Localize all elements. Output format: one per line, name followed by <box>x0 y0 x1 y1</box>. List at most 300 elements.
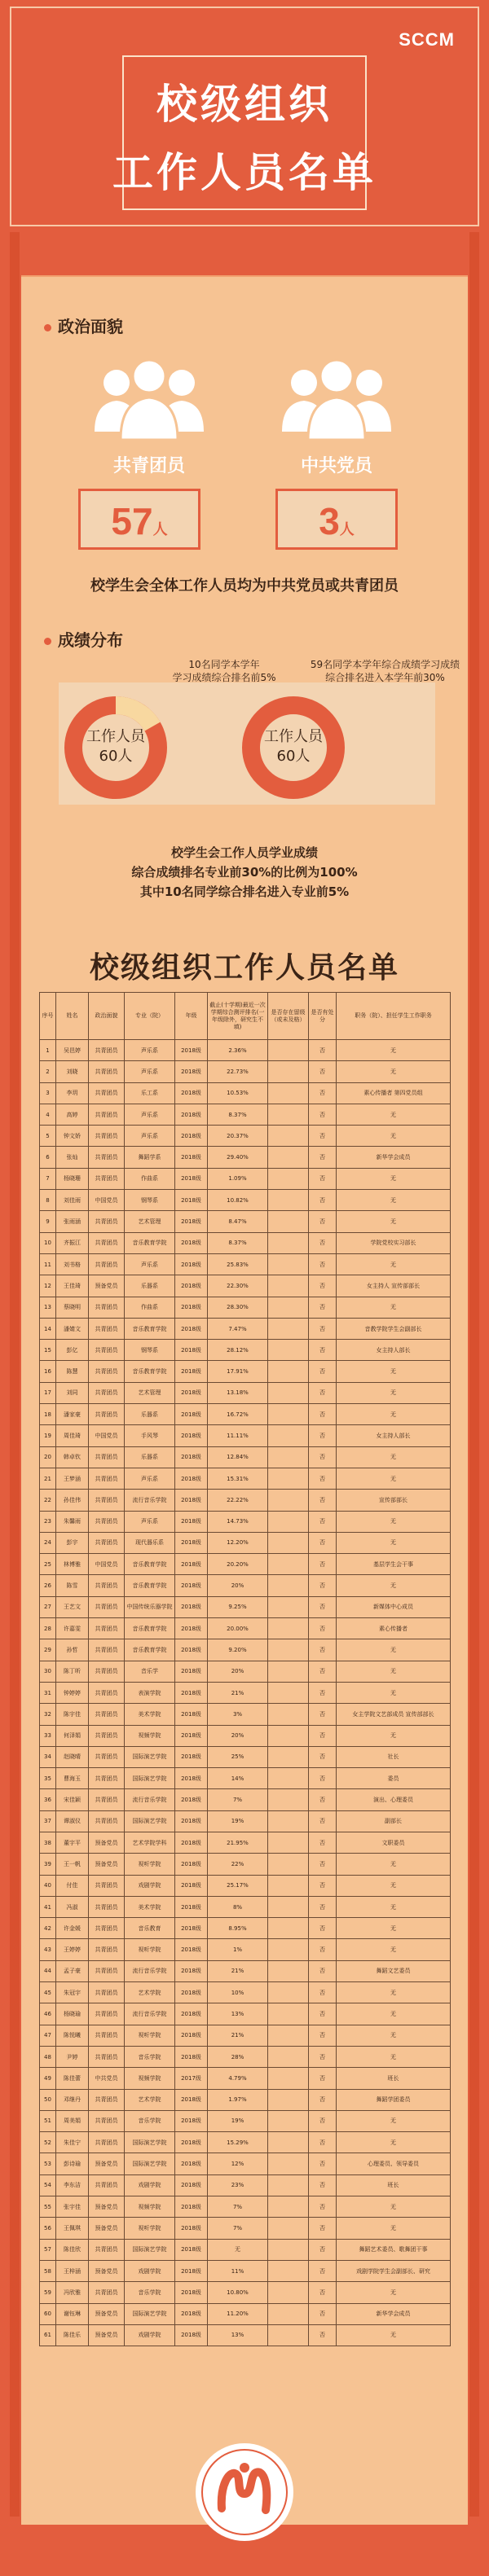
table-cell: 艺术学院 <box>125 1982 175 2003</box>
table-cell: 预备党员 <box>89 2196 125 2218</box>
table-cell: 无 <box>337 1468 451 1489</box>
table-cell <box>268 1854 309 1875</box>
table-cell: 国际演艺学院 <box>125 2132 175 2153</box>
table-cell: 尹婷 <box>56 2046 89 2067</box>
table-cell: 共青团员 <box>89 1297 125 1318</box>
table-cell: 无 <box>337 1725 451 1746</box>
table-cell: 2018级 <box>175 1297 208 1318</box>
roster-header-cell: 是否有处分 <box>309 993 337 1040</box>
table-cell <box>268 2218 309 2239</box>
table-row <box>40 2218 451 2239</box>
table-cell: 否 <box>309 2068 337 2089</box>
table-cell: 28% <box>208 2046 268 2067</box>
page-title-line1: 校级组织 <box>156 81 333 128</box>
table-cell: 2018级 <box>175 2196 208 2218</box>
donut-left-label: 工作人员 60人 <box>86 728 145 765</box>
table-cell: 2018级 <box>175 1810 208 1832</box>
table-cell: 2018级 <box>175 2324 208 2346</box>
table-cell: 否 <box>309 1639 337 1661</box>
table-cell: 宋佳颖 <box>56 1789 89 1810</box>
table-cell: 文职委员 <box>337 1832 451 1853</box>
table-cell: 否 <box>309 1190 337 1211</box>
table-cell: 20% <box>208 1661 268 1682</box>
table-cell: 44 <box>40 1960 56 1981</box>
table-cell: 2018级 <box>175 2046 208 2067</box>
table-cell: 7.47% <box>208 1318 268 1339</box>
table-cell: 共青团员 <box>89 1768 125 1789</box>
table-cell: 无 <box>337 2282 451 2303</box>
table-cell: 中国党员 <box>89 1425 125 1446</box>
table-row <box>40 1425 451 1446</box>
table-row <box>40 2003 451 2025</box>
table-cell <box>268 1340 309 1361</box>
youth-count-box <box>78 489 200 550</box>
table-cell: 共青团员 <box>89 1340 125 1361</box>
table-cell <box>268 1682 309 1703</box>
table-row <box>40 1960 451 1981</box>
table-cell <box>268 1297 309 1318</box>
table-cell: 22.22% <box>208 1490 268 1511</box>
table-row <box>40 1746 451 1767</box>
table-cell: 15.29% <box>208 2132 268 2153</box>
table-cell: 否 <box>309 1511 337 1532</box>
table-cell: 2018级 <box>175 1661 208 1682</box>
table-cell: 共青团员 <box>89 1361 125 1382</box>
table-cell: 否 <box>309 1040 337 1061</box>
table-cell: 无 <box>337 1575 451 1596</box>
table-cell: 否 <box>309 1490 337 1511</box>
table-cell: 15.31% <box>208 1468 268 1489</box>
table-cell: 2018级 <box>175 1253 208 1275</box>
table-cell: 10 <box>40 1232 56 1253</box>
table-cell <box>268 1126 309 1147</box>
table-cell: 共青团员 <box>89 2089 125 2110</box>
table-cell: 2018级 <box>175 1104 208 1125</box>
table-cell <box>268 1232 309 1253</box>
table-cell: 2018级 <box>175 1082 208 1104</box>
table-cell: 否 <box>309 2282 337 2303</box>
table-cell: 共青团员 <box>89 1896 125 1917</box>
table-cell: 17.91% <box>208 1361 268 1382</box>
table-cell: 无 <box>337 1190 451 1211</box>
table-cell <box>268 1211 309 1232</box>
table-cell: 宣传部部长 <box>337 1490 451 1511</box>
table-cell: 舞蹈学系 <box>125 1147 175 1168</box>
table-cell: 共青团员 <box>89 1532 125 1553</box>
table-row <box>40 1232 451 1253</box>
party-count-box <box>275 489 398 550</box>
table-cell: 无 <box>337 2110 451 2131</box>
table-row <box>40 1361 451 1382</box>
table-cell: 否 <box>309 2303 337 2324</box>
table-cell: 否 <box>309 2046 337 2067</box>
table-cell: 曹海玉 <box>56 1768 89 1789</box>
table-cell: 潘家豪 <box>56 1404 89 1425</box>
table-cell: 2018级 <box>175 1854 208 1875</box>
table-cell: 2018级 <box>175 1468 208 1489</box>
table-cell: 刘书格 <box>56 1253 89 1275</box>
table-cell: 声乐系 <box>125 1104 175 1125</box>
table-cell: 无 <box>337 2132 451 2153</box>
table-row <box>40 1875 451 1896</box>
table-row <box>40 1618 451 1639</box>
table-cell: 10.53% <box>208 1082 268 1104</box>
table-cell: 20 <box>40 1446 56 1468</box>
table-cell: 2018级 <box>175 1746 208 1767</box>
table-cell: 19 <box>40 1425 56 1446</box>
table-cell <box>268 2282 309 2303</box>
table-cell: 舞蹈艺术委员、歌舞团干事 <box>337 2239 451 2260</box>
table-cell: 否 <box>309 1682 337 1703</box>
table-cell: 否 <box>309 2153 337 2174</box>
table-cell: 10.80% <box>208 2282 268 2303</box>
table-cell: 共青团员 <box>89 2239 125 2260</box>
table-cell: 陈丁昕 <box>56 1661 89 1682</box>
table-cell: 2018级 <box>175 1318 208 1339</box>
table-cell: 23 <box>40 1511 56 1532</box>
table-cell: 潘婧文 <box>56 1318 89 1339</box>
table-cell: 否 <box>309 2174 337 2196</box>
right-strip <box>469 232 479 2517</box>
table-cell: 42 <box>40 1918 56 1939</box>
table-cell: 35 <box>40 1768 56 1789</box>
table-cell: 流行音乐学院 <box>125 2003 175 2025</box>
table-cell: 共青团员 <box>89 1661 125 1682</box>
table-cell: 王佩琪 <box>56 2218 89 2239</box>
table-cell: 25.17% <box>208 1875 268 1896</box>
table-row <box>40 2282 451 2303</box>
table-cell <box>268 1468 309 1489</box>
table-cell: 21 <box>40 1468 56 1489</box>
table-cell: 55 <box>40 2196 56 2218</box>
table-cell: 否 <box>309 1982 337 2003</box>
table-cell: 乐器系 <box>125 1404 175 1425</box>
table-cell: 1% <box>208 1939 268 1960</box>
table-cell: 国际演艺学院 <box>125 2303 175 2324</box>
table-cell: 流行音乐学院 <box>125 1490 175 1511</box>
table-row <box>40 1318 451 1339</box>
roster-header-cell: 姓名 <box>56 993 89 1040</box>
table-row <box>40 1854 451 1875</box>
table-row <box>40 1511 451 1532</box>
table-cell: 音教学院学生会副部长 <box>337 1318 451 1339</box>
table-cell: 舞蹈文艺委员 <box>337 1960 451 1981</box>
table-cell: 张雨涵 <box>56 1211 89 1232</box>
table-cell <box>268 1253 309 1275</box>
table-cell: 否 <box>309 1896 337 1917</box>
table-cell <box>268 1490 309 1511</box>
table-cell: 音乐学院 <box>125 2046 175 2067</box>
table-cell: 2018级 <box>175 1704 208 1725</box>
table-cell: 2018级 <box>175 1361 208 1382</box>
table-cell: 共青团员 <box>89 1404 125 1425</box>
table-cell: 2018级 <box>175 1725 208 1746</box>
table-cell: 共青团员 <box>89 2110 125 2131</box>
table-cell: 何泽娟 <box>56 1725 89 1746</box>
table-cell: 班长 <box>337 2174 451 2196</box>
table-cell <box>268 1425 309 1446</box>
table-cell: 53 <box>40 2153 56 2174</box>
table-cell: 59 <box>40 2282 56 2303</box>
table-cell: 共青团员 <box>89 1468 125 1489</box>
table-cell: 美术学院 <box>125 1704 175 1725</box>
table-cell: 25% <box>208 1746 268 1767</box>
table-row <box>40 1639 451 1661</box>
table-cell: 否 <box>309 1404 337 1425</box>
table-cell: 共青团员 <box>89 1875 125 1896</box>
table-cell: 王佳琦 <box>56 1275 89 1297</box>
table-cell: 2018级 <box>175 1168 208 1189</box>
table-cell: 无 <box>337 1639 451 1661</box>
table-cell <box>268 1875 309 1896</box>
table-cell: 新媒体中心成员 <box>337 1596 451 1617</box>
table-cell: 共青团员 <box>89 1725 125 1746</box>
table-cell: 中共党员 <box>89 2068 125 2089</box>
table-cell: 共青团员 <box>89 1232 125 1253</box>
table-row <box>40 1275 451 1297</box>
table-cell: 音乐教育学院 <box>125 1232 175 1253</box>
table-cell: 2018级 <box>175 1982 208 2003</box>
politics-summary: 校学生会全体工作人员均为中共党员或共青团员 <box>90 577 399 595</box>
table-cell: 否 <box>309 1768 337 1789</box>
table-cell: 否 <box>309 1425 337 1446</box>
table-cell: 无 <box>337 1854 451 1875</box>
table-cell: 2018级 <box>175 2174 208 2196</box>
table-cell: 预备党员 <box>89 2218 125 2239</box>
table-cell: 否 <box>309 1575 337 1596</box>
table-cell: 否 <box>309 1168 337 1189</box>
table-cell: 12.84% <box>208 1446 268 1468</box>
table-cell: 预备党员 <box>89 1275 125 1297</box>
table-cell <box>268 1511 309 1532</box>
table-cell: 无 <box>337 1918 451 1939</box>
table-cell: 共青团员 <box>89 1511 125 1532</box>
table-cell: 11.20% <box>208 2303 268 2324</box>
table-cell: 女主持人部长 <box>337 1340 451 1361</box>
table-row <box>40 1490 451 1511</box>
table-cell: 高婷 <box>56 1104 89 1125</box>
table-cell: 20.20% <box>208 1554 268 1575</box>
table-row <box>40 2196 451 2218</box>
table-cell: 1.09% <box>208 1168 268 1189</box>
table-cell <box>268 1768 309 1789</box>
table-cell: 2018级 <box>175 1211 208 1232</box>
table-cell: 50 <box>40 2089 56 2110</box>
table-cell: 陈雪 <box>56 1575 89 1596</box>
table-cell: 否 <box>309 1061 337 1082</box>
table-cell: 中国党员 <box>89 1190 125 1211</box>
grades-summary-3: 其中10名同学综合排名进入专业前5% <box>139 884 350 899</box>
table-cell: 共青团员 <box>89 2003 125 2025</box>
table-cell: 预备党员 <box>89 2324 125 2346</box>
table-cell: 无 <box>337 1211 451 1232</box>
table-cell <box>268 1661 309 1682</box>
table-cell: 否 <box>309 1082 337 1104</box>
table-cell: 4 <box>40 1104 56 1125</box>
table-cell: 无 <box>337 1126 451 1147</box>
table-cell: 32 <box>40 1704 56 1725</box>
table-cell: 共青团员 <box>89 1446 125 1468</box>
youth-unit: 人 <box>152 521 168 538</box>
table-cell: 共青团员 <box>89 2046 125 2067</box>
table-row <box>40 1661 451 1682</box>
table-cell: 国际演艺学院 <box>125 2239 175 2260</box>
table-cell: 14 <box>40 1318 56 1339</box>
table-cell: 共青团员 <box>89 1960 125 1981</box>
table-cell <box>268 1896 309 1917</box>
table-row <box>40 1404 451 1425</box>
table-cell <box>268 1810 309 1832</box>
table-cell: 国际演艺学院 <box>125 1768 175 1789</box>
table-cell: 素心传播者 第四党员组 <box>337 1082 451 1104</box>
table-cell: 冯欣雅 <box>56 2282 89 2303</box>
table-cell: 1.97% <box>208 2089 268 2110</box>
table-cell: 23% <box>208 2174 268 2196</box>
table-cell <box>268 1639 309 1661</box>
table-cell: 委员 <box>337 1768 451 1789</box>
table-cell: 30 <box>40 1661 56 1682</box>
table-cell: 3 <box>40 1082 56 1104</box>
table-cell: 2018级 <box>175 1596 208 1617</box>
table-cell: 14% <box>208 1768 268 1789</box>
youth-count: 57 <box>111 500 153 542</box>
table-cell: 预备党员 <box>89 2303 125 2324</box>
table-cell: 演出、心理委员 <box>337 1789 451 1810</box>
table-cell: 2018级 <box>175 2282 208 2303</box>
table-cell: 声乐系 <box>125 1511 175 1532</box>
table-cell: 否 <box>309 1618 337 1639</box>
table-cell: 国际演艺学院 <box>125 2153 175 2174</box>
roster-table <box>39 992 451 2346</box>
table-row <box>40 1682 451 1703</box>
table-row <box>40 2046 451 2067</box>
table-cell: 艺术管理 <box>125 1382 175 1403</box>
table-cell: 4.79% <box>208 2068 268 2089</box>
page-title-line2: 工作人员名单 <box>112 149 377 196</box>
table-cell: 戏剧学院 <box>125 1875 175 1896</box>
table-cell <box>268 1596 309 1617</box>
table-cell: 艺术学院学科 <box>125 1832 175 1853</box>
table-cell: 陈佳蕾 <box>56 2068 89 2089</box>
table-cell: 29 <box>40 1639 56 1661</box>
bullet-icon <box>44 324 51 331</box>
school-seal-logo <box>187 2435 302 2549</box>
table-cell: 预备党员 <box>89 2260 125 2281</box>
people-icon <box>88 358 210 448</box>
table-cell: 音乐教育学院 <box>125 1318 175 1339</box>
table-cell: 视频学院 <box>125 1725 175 1746</box>
table-cell: 否 <box>309 1554 337 1575</box>
table-cell: 20% <box>208 1575 268 1596</box>
table-row <box>40 2260 451 2281</box>
table-cell: 音乐学院 <box>125 2282 175 2303</box>
table-cell: 音乐教育 <box>125 1918 175 1939</box>
table-cell: 11.11% <box>208 1425 268 1446</box>
table-cell: 2018级 <box>175 1639 208 1661</box>
table-cell: 8.47% <box>208 1211 268 1232</box>
table-cell: 2018级 <box>175 1425 208 1446</box>
table-cell: 11 <box>40 1253 56 1275</box>
table-cell: 无 <box>337 2046 451 2067</box>
table-cell: 共青团员 <box>89 1939 125 1960</box>
table-cell: 音乐学 <box>125 1661 175 1682</box>
table-cell: 学院党校实习部长 <box>337 1232 451 1253</box>
table-cell: 蔡晓明 <box>56 1297 89 1318</box>
table-cell: 40 <box>40 1875 56 1896</box>
table-cell <box>268 2003 309 2025</box>
table-cell: 美术学院 <box>125 1896 175 1917</box>
table-cell <box>268 2196 309 2218</box>
table-cell: 视频学院 <box>125 2068 175 2089</box>
table-cell: 舞蹈学团委员 <box>337 2089 451 2110</box>
table-cell: 共青团员 <box>89 1040 125 1061</box>
table-row <box>40 1340 451 1361</box>
table-cell: 57 <box>40 2239 56 2260</box>
table-cell: 10% <box>208 1982 268 2003</box>
table-cell: 共青团员 <box>89 1918 125 1939</box>
table-cell: 2.36% <box>208 1040 268 1061</box>
table-cell: 陈慧 <box>56 1361 89 1382</box>
table-cell <box>268 1704 309 1725</box>
table-cell: 戏剧学院学生会副部长、研究 <box>337 2260 451 2281</box>
table-cell: 22% <box>208 1854 268 1875</box>
table-row <box>40 1061 451 1082</box>
table-cell: 否 <box>309 1468 337 1489</box>
table-cell: 女主持人部长 <box>337 1425 451 1446</box>
table-cell: 无 <box>337 2196 451 2218</box>
table-cell: 周美娟 <box>56 2110 89 2131</box>
table-cell: 彭亿 <box>56 1340 89 1361</box>
table-cell: 否 <box>309 1661 337 1682</box>
table-cell: 19% <box>208 1810 268 1832</box>
table-cell <box>268 1147 309 1168</box>
table-row <box>40 1596 451 1617</box>
brand-label: SCCM <box>392 29 461 50</box>
table-cell: 8.95% <box>208 1918 268 1939</box>
table-cell: 否 <box>309 1361 337 1382</box>
table-row <box>40 2324 451 2346</box>
table-cell: 58 <box>40 2260 56 2281</box>
table-row <box>40 1704 451 1725</box>
table-cell: 9.20% <box>208 1639 268 1661</box>
table-cell: 7% <box>208 2218 268 2239</box>
table-cell <box>268 2068 309 2089</box>
table-cell: 音乐学院 <box>125 2110 175 2131</box>
table-cell: 否 <box>309 1340 337 1361</box>
table-cell <box>268 2132 309 2153</box>
table-cell: 21.95% <box>208 1832 268 1853</box>
table-cell: 13.18% <box>208 1382 268 1403</box>
table-cell: 否 <box>309 2025 337 2046</box>
table-cell: 无 <box>337 2025 451 2046</box>
table-row <box>40 1147 451 1168</box>
table-cell <box>268 1446 309 1468</box>
table-cell: 戏剧学院 <box>125 2324 175 2346</box>
table-cell: 2018级 <box>175 2303 208 2324</box>
left-strip <box>10 232 20 2517</box>
table-cell: 无 <box>337 1061 451 1082</box>
table-cell: 新华学会成员 <box>337 1147 451 1168</box>
table-cell: 共青团员 <box>89 1596 125 1617</box>
table-cell: 视听学院 <box>125 1854 175 1875</box>
table-cell: 无 <box>337 1532 451 1553</box>
table-cell: 13% <box>208 2324 268 2346</box>
table-cell <box>268 2046 309 2067</box>
table-cell <box>268 1168 309 1189</box>
table-cell: 彭宇 <box>56 1532 89 1553</box>
table-cell: 2018级 <box>175 2260 208 2281</box>
table-cell: 3% <box>208 1704 268 1725</box>
